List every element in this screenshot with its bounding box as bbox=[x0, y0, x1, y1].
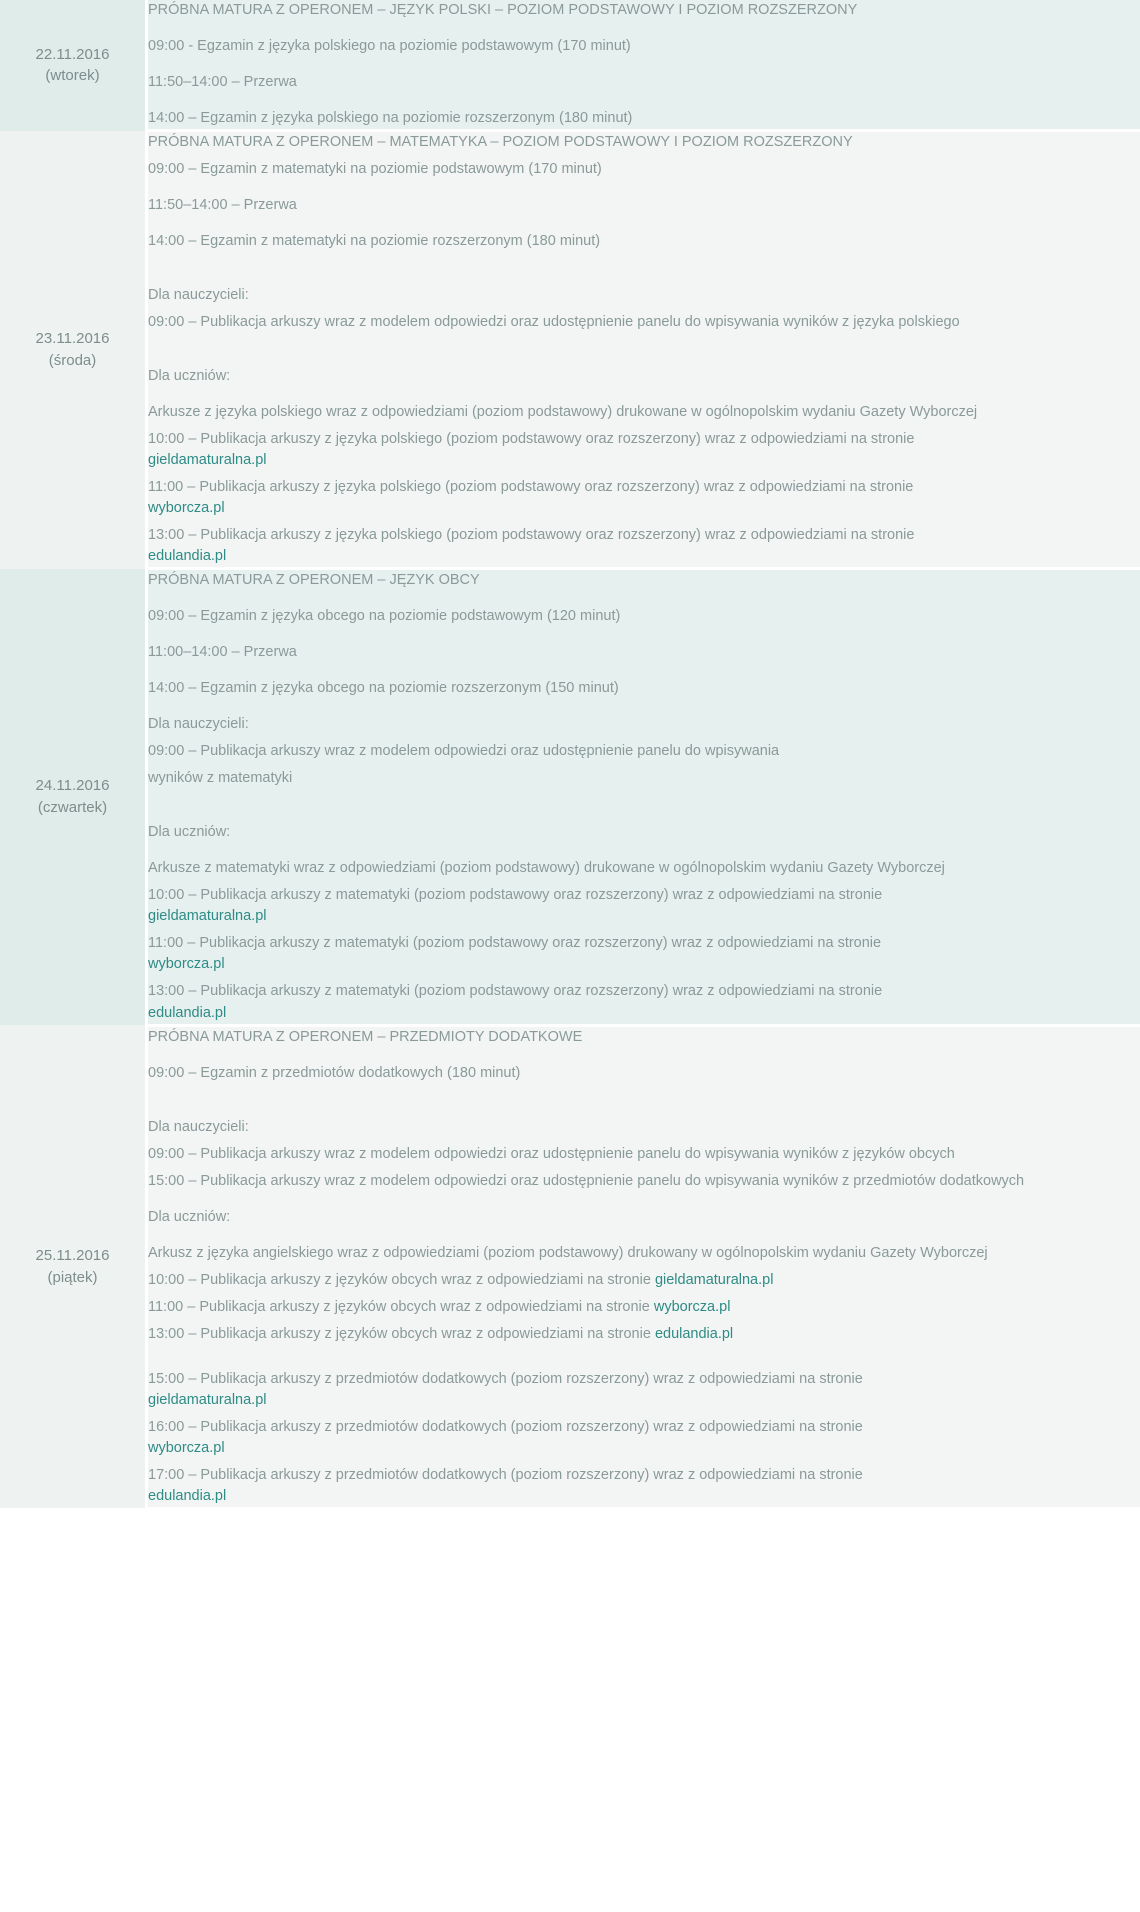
link-gieldamaturalna[interactable]: gieldamaturalna.pl bbox=[148, 1391, 267, 1408]
schedule-line: 11:50–14:00 – Przerwa bbox=[148, 197, 297, 214]
row-title: PRÓBNA MATURA Z OPERONEM – JĘZYK POLSKI – POZIOM PODSTAWOWY I POZIOM ROZSZERZONY bbox=[148, 2, 858, 18]
students-item bbox=[148, 525, 1140, 567]
content-cell bbox=[147, 131, 1140, 569]
schedule-line: 14:00 – Egzamin z matematyki na poziomie rozszerzonym (180 minut) bbox=[148, 233, 601, 250]
link-gieldamaturalna[interactable]: gieldamaturalna.pl bbox=[148, 452, 267, 469]
students-header: Dla uczniów: bbox=[148, 1208, 231, 1225]
table-row bbox=[0, 569, 1140, 1025]
teachers-header: Dla nauczycieli: bbox=[148, 1118, 249, 1135]
teachers-header: Dla nauczycieli: bbox=[148, 716, 249, 733]
link-wyborcza[interactable]: wyborcza.pl bbox=[148, 1439, 225, 1456]
schedule-line: 11:00–14:00 – Przerwa bbox=[148, 644, 297, 661]
students-item-text: 13:00 – Publikacja arkuszy z matematyki (poziom podstawowy oraz rozszerzony) wraz z odpowiedziami na stronie bbox=[148, 983, 883, 1000]
link-edulandia[interactable]: edulandia.pl bbox=[148, 1004, 227, 1021]
extra-item-text: 17:00 – Publikacja arkuszy z przedmiotów dodatkowych (poziom rozszerzony) wraz z odpowiedziami na stronie bbox=[148, 1466, 863, 1483]
students-intro: Arkusz z języka angielskiego wraz z odpowiedziami (poziom podstawowy) drukowany w ogólnopolskim wydaniu Gazety Wyborczej bbox=[148, 1244, 988, 1261]
students-item-text: 10:00 – Publikacja arkuszy z języka polskiego (poziom podstawowy oraz rozszerzony) wraz z odpowiedziami na stronie bbox=[148, 431, 915, 448]
extra-item bbox=[148, 1369, 1140, 1411]
extra-item bbox=[148, 1417, 1140, 1459]
link-gieldamaturalna[interactable]: gieldamaturalna.pl bbox=[654, 1271, 774, 1288]
extra-item-text: 16:00 – Publikacja arkuszy z przedmiotów dodatkowych (poziom rozszerzony) wraz z odpowiedziami na stronie bbox=[148, 1418, 863, 1435]
students-item bbox=[148, 429, 1140, 471]
students-header: Dla uczniów: bbox=[148, 824, 231, 841]
weekday-value: (środa) bbox=[48, 351, 97, 369]
link-edulandia[interactable]: edulandia.pl bbox=[148, 548, 227, 565]
table-row bbox=[0, 1025, 1140, 1508]
row-title: PRÓBNA MATURA Z OPERONEM – MATEMATYKA – POZIOM PODSTAWOWY I POZIOM ROZSZERZONY bbox=[148, 134, 853, 151]
date-value: 23.11.2016 bbox=[35, 329, 110, 347]
weekday-value: (piątek) bbox=[47, 1268, 98, 1286]
table-row bbox=[0, 131, 1140, 569]
weekday-value: (wtorek) bbox=[45, 67, 100, 85]
students-item bbox=[148, 477, 1140, 519]
students-header: Dla uczniów: bbox=[148, 368, 231, 385]
schedule-line: 09:00 – Egzamin z przedmiotów dodatkowych (180 minut) bbox=[148, 1064, 521, 1081]
schedule-line: 11:50–14:00 – Przerwa bbox=[148, 74, 297, 91]
table-row bbox=[0, 0, 1140, 131]
schedule-line: 14:00 – Egzamin z języka polskiego na poziomie rozszerzonym (180 minut) bbox=[148, 110, 633, 127]
teachers-line: 09:00 – Publikacja arkuszy wraz z modelem odpowiedzi oraz udostępnienie panelu do wpisywania wyników z języka polskiego bbox=[148, 314, 960, 331]
students-item-text: 10:00 – Publikacja arkuszy z języków obcych wraz z odpowiedziami na stronie bbox=[148, 1271, 651, 1288]
extra-item bbox=[148, 1465, 1140, 1507]
students-item bbox=[148, 981, 1140, 1023]
students-item bbox=[148, 1324, 1140, 1345]
students-item-text: 11:00 – Publikacja arkuszy z języków obcych wraz z odpowiedziami na stronie bbox=[148, 1298, 650, 1315]
students-item bbox=[148, 1270, 1140, 1291]
content-cell bbox=[147, 569, 1140, 1025]
date-cell bbox=[0, 0, 147, 131]
link-edulandia[interactable]: edulandia.pl bbox=[148, 1487, 227, 1504]
link-wyborcza[interactable]: wyborcza.pl bbox=[148, 500, 225, 517]
students-item-text: 13:00 – Publikacja arkuszy z języka polskiego (poziom podstawowy oraz rozszerzony) wraz z odpowiedziami na stronie bbox=[148, 527, 915, 544]
teachers-line: 09:00 – Publikacja arkuszy wraz z modelem odpowiedzi oraz udostępnienie panelu do wpisywania wyników z języków obcych bbox=[148, 1145, 955, 1162]
date-cell bbox=[0, 131, 147, 569]
date-value: 24.11.2016 bbox=[35, 777, 110, 795]
students-item-text: 11:00 – Publikacja arkuszy z matematyki (poziom podstawowy oraz rozszerzony) wraz z odpowiedziami na stronie bbox=[148, 935, 882, 952]
schedule-subtitle: 09:00 – Egzamin z matematyki na poziomie podstawowym (170 minut) bbox=[148, 161, 602, 178]
students-item-text: 11:00 – Publikacja arkuszy z języka polskiego (poziom podstawowy oraz rozszerzony) wraz z odpowiedziami na stronie bbox=[148, 479, 914, 496]
link-wyborcza[interactable]: wyborcza.pl bbox=[653, 1298, 731, 1315]
students-item bbox=[148, 1297, 1140, 1318]
students-intro: Arkusze z matematyki wraz z odpowiedziami (poziom podstawowy) drukowane w ogólnopolskim wydaniu Gazety Wyborczej bbox=[148, 860, 945, 877]
extra-item-text: 15:00 – Publikacja arkuszy z przedmiotów dodatkowych (poziom rozszerzony) wraz z odpowiedziami na stronie bbox=[148, 1370, 863, 1387]
teachers-line: wyników z matematyki bbox=[148, 770, 293, 787]
link-gieldamaturalna[interactable]: gieldamaturalna.pl bbox=[148, 908, 267, 925]
date-value: 25.11.2016 bbox=[35, 1246, 110, 1264]
row-title: PRÓBNA MATURA Z OPERONEM – JĘZYK OBCY bbox=[148, 572, 480, 589]
students-item bbox=[148, 885, 1140, 927]
students-intro: Arkusze z języka polskiego wraz z odpowiedziami (poziom podstawowy) drukowane w ogólnopolskim wydaniu Gazety Wyborczej bbox=[148, 404, 978, 421]
weekday-value: (czwartek) bbox=[37, 798, 108, 816]
link-edulandia[interactable]: edulandia.pl bbox=[654, 1325, 734, 1342]
row-title: PRÓBNA MATURA Z OPERONEM – PRZEDMIOTY DODATKOWE bbox=[148, 1028, 583, 1045]
date-cell bbox=[0, 1025, 147, 1508]
teachers-line: 15:00 – Publikacja arkuszy wraz z modelem odpowiedzi oraz udostępnienie panelu do wpisywania wyników z przedmiotów dodatkowych bbox=[148, 1172, 1025, 1189]
students-item-text: 10:00 – Publikacja arkuszy z matematyki (poziom podstawowy oraz rozszerzony) wraz z odpowiedziami na stronie bbox=[148, 887, 883, 904]
teachers-line: 09:00 – Publikacja arkuszy wraz z modelem odpowiedzi oraz udostępnienie panelu do wpisywania bbox=[148, 743, 780, 760]
schedule-line: 14:00 – Egzamin z języka obcego na poziomie rozszerzonym (150 minut) bbox=[148, 680, 619, 697]
schedule-line: 09:00 – Egzamin z języka obcego na poziomie podstawowym (120 minut) bbox=[148, 608, 621, 625]
date-value: 22.11.2016 bbox=[35, 45, 110, 63]
students-item bbox=[148, 933, 1140, 975]
content-cell bbox=[147, 0, 1140, 131]
date-cell bbox=[0, 569, 147, 1025]
link-wyborcza[interactable]: wyborcza.pl bbox=[148, 956, 225, 973]
teachers-header: Dla nauczycieli: bbox=[148, 287, 249, 304]
content-cell bbox=[147, 1025, 1140, 1508]
schedule-line: 09:00 - Egzamin z języka polskiego na poziomie podstawowym (170 minut) bbox=[148, 38, 631, 55]
students-item-text: 13:00 – Publikacja arkuszy z języków obcych wraz z odpowiedziami na stronie bbox=[148, 1325, 651, 1342]
